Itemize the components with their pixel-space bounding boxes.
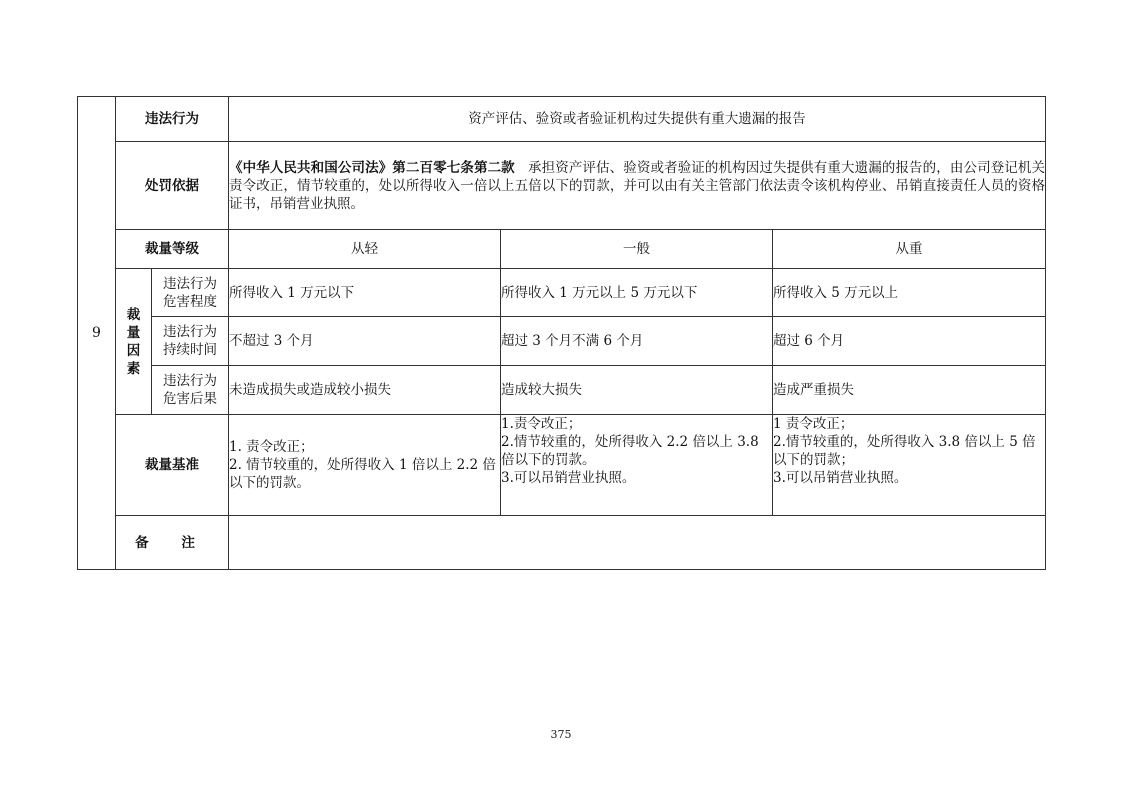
level-general: 一般 (501, 230, 773, 269)
violation-label: 违法行为 (116, 97, 229, 142)
level-lenient: 从轻 (229, 230, 501, 269)
factor-value: 所得收入 1 万元以上 5 万元以下 (501, 269, 773, 317)
factor-row (78, 366, 1046, 415)
remarks-label: 备 注 (116, 516, 229, 570)
basis-row (78, 142, 1046, 230)
page-number: 375 (550, 728, 572, 741)
remarks-content (229, 516, 1046, 570)
level-severe: 从重 (773, 230, 1046, 269)
factor-row (78, 317, 1046, 366)
factor-value: 造成严重损失 (773, 366, 1046, 415)
factor-value: 造成较大损失 (501, 366, 773, 415)
basis-label: 处罚依据 (116, 142, 229, 230)
violation-text: 资产评估、验资或者验证机构过失提供有重大遗漏的报告 (229, 97, 1046, 142)
factor-value: 不超过 3 个月 (229, 317, 501, 366)
case-number: 9 (78, 97, 116, 570)
violation-row (78, 97, 1046, 142)
basis-content (229, 142, 1046, 230)
factor-name: 违法行为 持续时间 (152, 317, 229, 366)
factor-name: 违法行为 危害程度 (152, 269, 229, 317)
factor-value: 超过 6 个月 (773, 317, 1046, 366)
law-title: 《中华人民共和国公司法》第二百零七条第二款 (229, 159, 515, 176)
factor-name: 违法行为 危害后果 (152, 366, 229, 415)
standard-general: 1.责令改正； 2.情节较重的，处所得收入 2.2 倍以上 3.8 倍以下的罚款。 3.可以吊销营业执照。 (501, 415, 773, 516)
levels-row (78, 230, 1046, 269)
factor-value: 所得收入 5 万元以上 (773, 269, 1046, 317)
standard-row (78, 415, 1046, 516)
levels-label: 裁量等级 (116, 230, 229, 269)
factor-row (78, 269, 1046, 317)
factors-group-label: 裁 量 因 素 (116, 269, 152, 415)
standard-label: 裁量基准 (116, 415, 229, 516)
factor-value: 所得收入 1 万元以下 (229, 269, 501, 317)
standard-lenient: 1. 责令改正； 2. 情节较重的，处所得收入 1 倍以上 2.2 倍以下的罚款。 (229, 415, 501, 516)
standard-severe: 1 责令改正； 2.情节较重的，处所得收入 3.8 倍以上 5 倍以下的罚款； 3.可以吊销营业执照。 (773, 415, 1046, 516)
factor-value: 未造成损失或造成较小损失 (229, 366, 501, 415)
basis-text: 承担资产评估、验资或者验证的机构因过失提供有重大遗漏的报告的，由公司登记机关责令改正，情节较重的，处以所得收入一倍以上五倍以下的罚款，并可以由有关主管部门依法责令该机构停业、吊销直接责任人员的资格证书，吊销营业执照。 (229, 159, 1046, 212)
factor-value: 超过 3 个月不满 6 个月 (501, 317, 773, 366)
penalty-discretion-table (77, 96, 1046, 570)
remarks-row (78, 516, 1046, 570)
